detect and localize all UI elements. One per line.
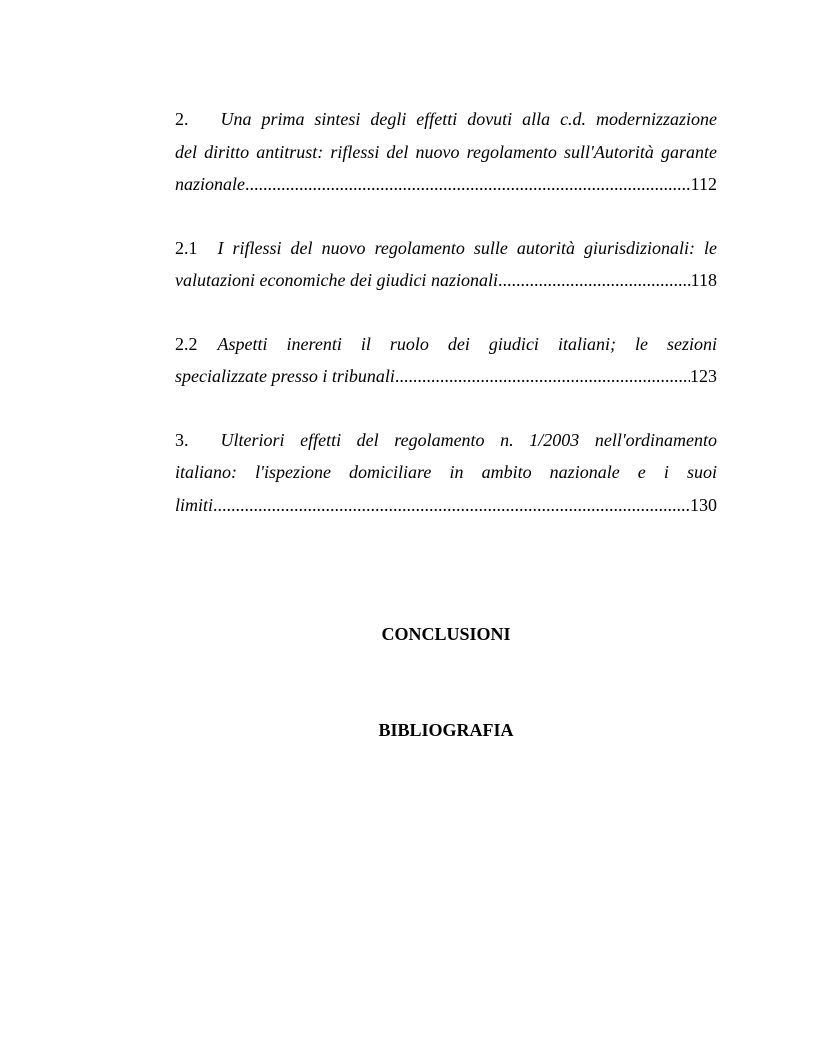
section-title-line: I riflessi del nuovo regolamento sulle autorità giurisdizionali: le [217,237,717,258]
page-number: 118 [690,270,717,290]
section-number: 3. [175,429,189,450]
section-title-line: Una prima sintesi degli effetti dovuti alla c.d. modernizzazione [220,109,717,129]
section-title-line: valutazioni economiche dei giudici nazionali [175,270,498,290]
toc-entry-2-2 [175,328,717,393]
dot-leader [245,168,691,201]
toc-entry-first-line [175,232,717,265]
page-number: 130 [690,494,717,515]
section-number: 2.2 [175,333,198,354]
section-title-line: Ulteriori effetti del regolamento n. 1/2003 nell'ordinamento [220,429,717,450]
toc-entry-last-line [175,360,717,393]
table-of-contents [175,103,717,552]
toc-entry-first-line [175,424,717,457]
toc-entry-2-1 [175,232,717,297]
page-number: 112 [690,174,717,194]
dot-leader [395,360,690,393]
toc-entry-3 [175,424,717,522]
conclusioni-heading: CONCLUSIONI [381,624,511,644]
toc-entry-last-line [175,168,717,201]
dot-leader [213,489,690,522]
dot-leader [498,264,691,297]
section-number: 2. [175,109,189,129]
toc-entry-first-line [175,328,717,361]
toc-entry-first-line [175,103,717,136]
toc-entry-last-line [175,264,717,297]
section-title-line: Aspetti inerenti il ruolo dei giudici italiani; le sezioni [217,333,717,354]
section-title-line: specializzate presso i tribunali [175,366,395,386]
section-number: 2.1 [175,237,198,258]
toc-entry-last-line [175,489,717,522]
section-title-line: del diritto antitrust: riflessi del nuovo regolamento sull'Autorità garante [175,141,717,162]
section-title-line: limiti [175,494,214,515]
bibliografia-heading: BIBLIOGRAFIA [378,720,514,740]
section-title-line: italiano: l'ispezione domiciliare in ambito nazionale e i suoi [175,462,717,482]
section-title-line: nazionale [175,174,245,194]
toc-entry-2 [175,103,717,201]
page-number: 123 [690,366,717,386]
